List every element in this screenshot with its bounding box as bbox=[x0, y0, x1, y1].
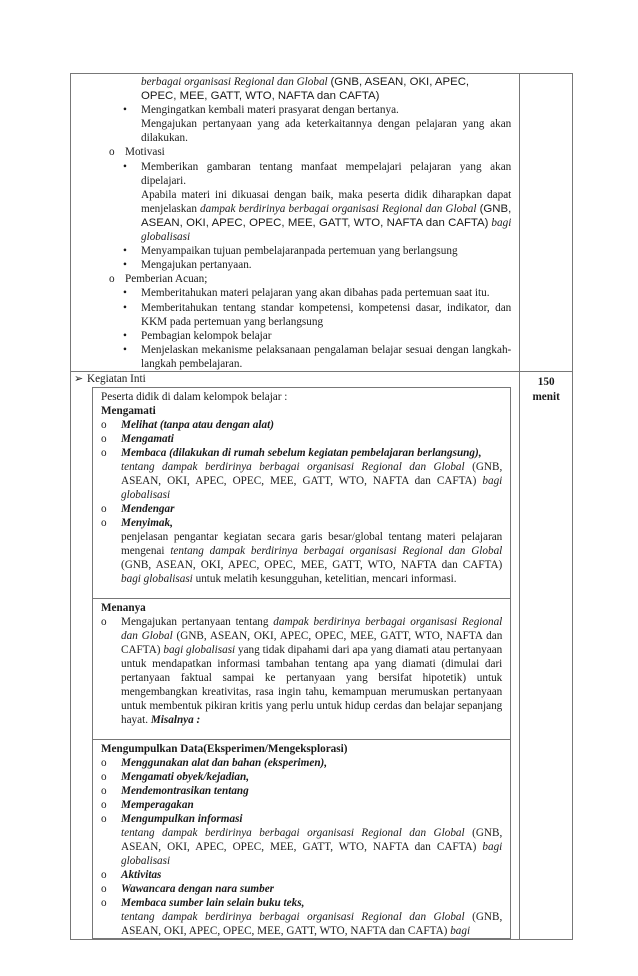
circle-bullet-icon: o bbox=[101, 432, 107, 445]
list-item-text: Membaca (dilakukan di rumah sebelum kegiatan pembelajaran berlangsung), bbox=[121, 446, 482, 459]
list-item bbox=[101, 615, 502, 727]
motivasi-label: Motivasi bbox=[125, 146, 165, 159]
mengamati-intro: Peserta didik di dalam kelompok belajar : bbox=[101, 390, 288, 403]
acuan-heading bbox=[71, 272, 519, 286]
list-item bbox=[101, 756, 502, 770]
lesson-plan-table bbox=[70, 73, 573, 940]
bullet-icon: • bbox=[123, 259, 127, 272]
kegiatan-inti-heading bbox=[71, 372, 519, 386]
list-item-text: Membaca sumber lain selain buku teks, bbox=[121, 896, 305, 909]
detail-italic: tentang dampak berdirinya berbagai organisasi Regional dan Global bbox=[121, 460, 465, 473]
motivasi-heading bbox=[71, 145, 519, 159]
intro-org-list-2: OPEC, MEE, GATT, WTO, NAFTA dan CAFTA) bbox=[141, 90, 380, 103]
circle-bullet-icon: o bbox=[101, 798, 107, 811]
list-item-text: Wawancara dengan nara sumber bbox=[121, 882, 275, 895]
list-item bbox=[101, 502, 502, 516]
circle-bullet-icon: o bbox=[101, 896, 107, 909]
list-item bbox=[101, 868, 502, 882]
list-item-detail bbox=[101, 910, 502, 938]
menanya-text: Mengajukan pertanyaan tentang bbox=[121, 615, 269, 628]
circle-bullet-icon: o bbox=[101, 418, 107, 431]
list-item-detail bbox=[101, 826, 502, 868]
kegiatan-inti-cell bbox=[71, 371, 520, 939]
bullet-item bbox=[115, 258, 519, 272]
list-item bbox=[101, 418, 502, 432]
circle-bullet-icon: o bbox=[101, 882, 107, 895]
bullet-item bbox=[115, 329, 519, 343]
detail-org-list: (GNB, ASEAN, OKI, APEC, OPEC, MEE, GATT, WTO, NAFTA dan CAFTA) bbox=[121, 826, 503, 853]
intro-continued-text bbox=[71, 74, 519, 103]
list-item-text: Menyimak, bbox=[121, 516, 173, 529]
list-item-text: Mengamati obyek/kejadian, bbox=[121, 770, 250, 783]
list-item-text: Menggunakan alat dan bahan (eksperimen), bbox=[121, 756, 328, 769]
bullet-item bbox=[115, 301, 519, 329]
bullet-icon: • bbox=[123, 245, 127, 258]
menanya-italic: dampak berdirinya berbagai organisasi Regional dan Global bbox=[121, 615, 503, 642]
bullet-icon: • bbox=[123, 329, 127, 342]
list-item-detail bbox=[101, 460, 502, 502]
circle-bullet-icon: o bbox=[101, 446, 107, 459]
bullet-icon: • bbox=[123, 160, 127, 173]
arrow-bullet-icon: ➢ bbox=[74, 372, 84, 385]
kegiatan-inti-label: Kegiatan Inti bbox=[87, 372, 146, 385]
menanya-text: yang tidak dipahami dari apa yang diamati atau pertanyaan untuk mendapatkan informasi tambahan tentang apa yang diamati (dimulai dari pertanyaan faktual sampai ke pertanyaan yang bersifat hipotetik) untuk mengembangkan kreativitas, rasa ingin tahu, kemampuan merumuskan pertanyaan untuk membentuk pikiran kritis yang perlu untuk hidup cerdas dan belajar sepanjang hayat. bbox=[121, 643, 503, 726]
detail-text: penjelasan pengantar kegiatan secara garis besar/global tentang materi pelajaran mengenai bbox=[121, 530, 503, 557]
detail-text: untuk melatih kesungguhan, ketelitian, mencari informasi. bbox=[195, 572, 457, 585]
bullet-text: Menyampaikan tujuan pembelajaranpada pertemuan yang berlangsung bbox=[141, 245, 458, 258]
pendahuluan-cell bbox=[71, 74, 520, 372]
acuan-label: Pemberian Acuan; bbox=[125, 273, 208, 286]
circle-bullet-icon: o bbox=[101, 502, 107, 515]
kegiatan-inti-duration-cell bbox=[520, 371, 573, 939]
mengamati-box bbox=[92, 387, 511, 599]
bullet-text: Memberitahukan tentang standar kompetensi, kompetensi dasar, indikator, dan KKM pada pertemuan yang berlangsung bbox=[141, 301, 512, 328]
bullet-text: Mengingatkan kembali materi prasyarat dengan bertanya. bbox=[141, 104, 399, 117]
menanya-italic: bagi globalisasi bbox=[163, 643, 236, 656]
pendahuluan-row bbox=[71, 74, 573, 372]
duration-unit: menit bbox=[532, 390, 560, 403]
list-item bbox=[101, 770, 502, 784]
detail-italic: tentang dampak berdirinya berbagai organisasi Regional dan Global bbox=[170, 544, 503, 557]
detail-italic: bagi bbox=[450, 924, 471, 937]
bullet-text: Menjelaskan mekanisme pelaksanaan pengalaman belajar sesuai dengan langkah-langkah pembelajaran. bbox=[141, 343, 512, 370]
bullet-item bbox=[115, 343, 519, 371]
detail-italic: bagi globalisasi bbox=[121, 572, 193, 585]
bullet-icon: • bbox=[123, 301, 127, 314]
list-item bbox=[101, 432, 502, 446]
circle-bullet-icon: o bbox=[101, 784, 107, 797]
detail-italic: bagi globalisasi bbox=[121, 474, 503, 501]
bullet-item bbox=[115, 103, 519, 117]
list-item bbox=[101, 798, 502, 812]
menanya-title: Menanya bbox=[101, 601, 146, 614]
list-item-text: Mendengar bbox=[121, 502, 175, 515]
list-item bbox=[101, 812, 502, 826]
list-item-text: Aktivitas bbox=[121, 868, 162, 881]
paragraph-org-list: (GNB, ASEAN, OKI, APEC, OPEC, MEE, GATT, WTO, NAFTA dan CAFTA) bbox=[141, 202, 512, 229]
pendahuluan-duration-cell bbox=[520, 74, 573, 372]
bullet-item bbox=[115, 244, 519, 258]
circle-bullet-icon: o bbox=[109, 146, 115, 159]
bullet-icon: • bbox=[123, 343, 127, 356]
list-item-detail bbox=[101, 530, 502, 586]
duration-value: 150 bbox=[537, 375, 555, 388]
detail-org-list: (GNB, ASEAN, OKI, APEC, OPEC, MEE, GATT, WTO, NAFTA dan CAFTA) bbox=[121, 558, 503, 571]
circle-bullet-icon: o bbox=[101, 615, 107, 628]
list-item bbox=[101, 882, 502, 896]
bullet-text: Memberitahukan materi pelajaran yang akan dibahas pada pertemuan saat itu. bbox=[141, 287, 490, 300]
bullet-text: Memberikan gambaran tentang manfaat mempelajari pelajaran yang akan dipelajari. bbox=[141, 160, 512, 187]
detail-org-list: (GNB, ASEAN, OKI, APEC, OPEC, MEE, GATT, WTO, NAFTA dan CAFTA) bbox=[121, 910, 503, 937]
list-item bbox=[101, 896, 502, 910]
pengumpulan-data-box bbox=[92, 740, 511, 939]
kegiatan-inti-row bbox=[71, 371, 573, 939]
paragraph-italic: dampak berdirinya berbagai organisasi Regional dan Global bbox=[200, 202, 477, 215]
list-item-text: Mendemontrasikan tentang bbox=[121, 784, 249, 797]
detail-italic: tentang dampak berdirinya berbagai organisasi Regional dan Global bbox=[121, 826, 465, 839]
paragraph-text bbox=[71, 188, 519, 244]
list-item-text: Memperagakan bbox=[121, 798, 194, 811]
menanya-box bbox=[92, 599, 511, 740]
circle-bullet-icon: o bbox=[101, 812, 107, 825]
mengamati-title: Mengamati bbox=[101, 404, 156, 417]
bullet-icon: • bbox=[123, 104, 127, 117]
paragraph-part: Apabila materi ini dikuasai dengan baik, maka peserta didik diharapkan dapat menjelaskan bbox=[141, 188, 512, 215]
list-item-text: Mengamati bbox=[121, 432, 174, 445]
detail-italic: tentang dampak berdirinya berbagai organisasi Regional dan Global bbox=[121, 910, 465, 923]
circle-bullet-icon: o bbox=[101, 516, 107, 529]
intro-italic-text: berbagai organisasi Regional dan Global bbox=[141, 76, 328, 88]
bullet-icon: • bbox=[123, 287, 127, 300]
list-item-text: Melihat (tanpa atau dengan alat) bbox=[121, 418, 274, 431]
circle-bullet-icon: o bbox=[101, 770, 107, 783]
paragraph-italic: bagi globalisasi bbox=[141, 216, 512, 244]
circle-bullet-icon: o bbox=[101, 756, 107, 769]
detail-org-list: (GNB, ASEAN, OKI, APEC, OPEC, MEE, GATT, WTO, NAFTA dan CAFTA) bbox=[121, 460, 503, 487]
bullet-text: Pembagian kelompok belajar bbox=[141, 329, 272, 342]
bullet-item bbox=[115, 160, 519, 188]
menanya-org-list: (GNB, ASEAN, OKI, APEC, OPEC, MEE, GATT, WTO, NAFTA dan CAFTA) bbox=[121, 629, 503, 656]
list-item-text: Mengumpulkan informasi bbox=[121, 812, 243, 825]
list-item bbox=[101, 446, 502, 460]
paragraph-text: Mengajukan pertanyaan yang ada keterkaitannya dengan pelajaran yang akan dilakukan. bbox=[141, 118, 512, 145]
circle-bullet-icon: o bbox=[101, 868, 107, 881]
circle-bullet-icon: o bbox=[109, 273, 115, 286]
list-item bbox=[101, 784, 502, 798]
detail-italic: bagi globalisasi bbox=[121, 840, 503, 867]
menanya-misalnya: Misalnya : bbox=[150, 713, 201, 726]
pengumpulan-title: Mengumpulkan Data(Eksperimen/Mengeksplorasi) bbox=[101, 742, 348, 755]
bullet-text: Mengajukan pertanyaan. bbox=[141, 259, 252, 272]
intro-org-list: (GNB, ASEAN, OKI, APEC, bbox=[330, 76, 470, 88]
bullet-item bbox=[115, 286, 519, 300]
list-item bbox=[101, 516, 502, 530]
